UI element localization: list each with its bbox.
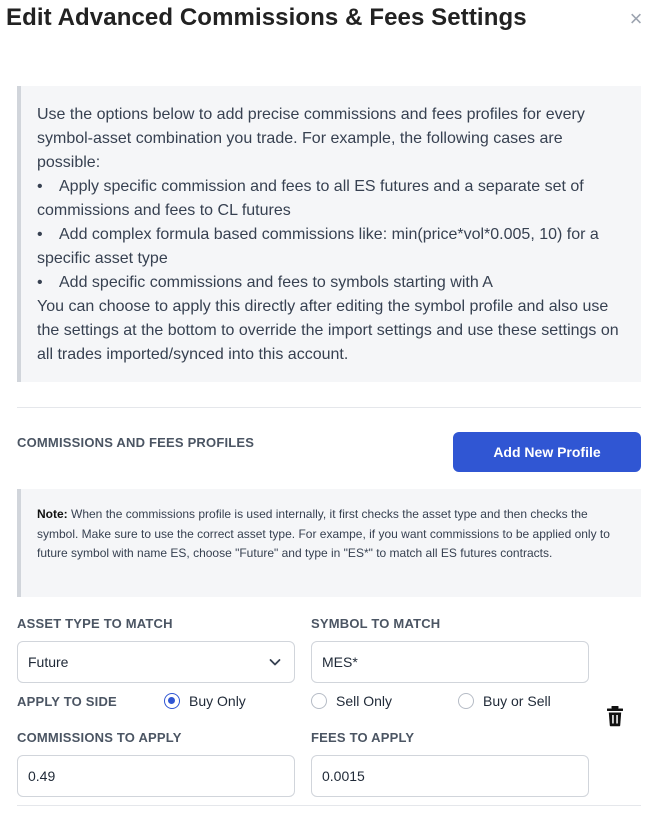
commissions-input[interactable] <box>17 755 295 797</box>
bullet-dot: • <box>37 178 43 195</box>
symbol-label: SYMBOL TO MATCH <box>311 616 441 631</box>
radio-circle[interactable] <box>458 693 474 709</box>
radio-buy-or-sell[interactable] <box>458 693 551 709</box>
radio-circle[interactable] <box>311 693 327 709</box>
bullet-dot: • <box>37 226 43 243</box>
asset-type-value: Future <box>28 654 69 670</box>
add-new-profile-button[interactable]: Add New Profile <box>453 432 641 472</box>
note-label: Note: <box>37 507 68 521</box>
info-bullet-list <box>37 175 627 295</box>
note-text: When the commissions profile is used internally, it first checks the asset type and then checks the symbol. Make sure to use the correct asset type. For exampe, if you want commissions to be applied only to future symbol with name ES, choose "Future" and type in "ES*" to match all ES futures contracts. <box>37 507 610 560</box>
fees-value: 0.0015 <box>322 768 365 784</box>
radio-sell-only[interactable] <box>311 693 392 709</box>
radio-label: Sell Only <box>336 693 393 709</box>
trash-icon[interactable] <box>605 705 625 727</box>
symbol-value: MES* <box>322 654 358 670</box>
profiles-section-title: COMMISSIONS AND FEES PROFILES <box>17 435 255 450</box>
info-intro: Use the options below to add precise commissions and fees profiles for every symbol-asset combination you trade. For example, the following cases are possible: <box>37 106 585 171</box>
info-bullet: • Add complex formula based commissions like: min(price*vol*0.005, 10) for a specific asset type <box>37 223 627 271</box>
radio-buy-only[interactable] <box>164 693 246 709</box>
divider <box>17 407 641 408</box>
commissions-value: 0.49 <box>28 768 56 784</box>
dialog-title: Edit Advanced Commissions & Fees Settings <box>6 4 527 31</box>
note-panel <box>17 489 641 597</box>
bullet-dot: • <box>37 274 43 291</box>
chevron-down-icon <box>268 655 282 669</box>
asset-type-select[interactable] <box>17 641 295 683</box>
radio-label: Buy or Sell <box>483 693 551 709</box>
radio-label: Buy Only <box>189 693 246 709</box>
fees-label: FEES TO APPLY <box>311 730 415 745</box>
fees-input[interactable] <box>311 755 589 797</box>
info-outro: You can choose to apply this directly after editing the symbol profile and also use the settings at the bottom to override the import settings and use these settings on all trades imported/synced into this account. <box>37 298 619 363</box>
info-bullet: • Apply specific commission and fees to all ES futures and a separate set of commissions and fees to CL futures <box>37 175 627 223</box>
close-icon[interactable]: × <box>629 6 643 31</box>
symbol-input[interactable] <box>311 641 589 683</box>
info-panel <box>17 86 641 382</box>
info-bullet: • Add specific commissions and fees to symbols starting with A <box>37 271 627 295</box>
apply-to-side-label: APPLY TO SIDE <box>17 694 117 709</box>
radio-circle[interactable] <box>164 693 180 709</box>
commissions-label: COMMISSIONS TO APPLY <box>17 730 182 745</box>
divider <box>17 805 641 806</box>
asset-type-label: ASSET TYPE TO MATCH <box>17 616 173 631</box>
